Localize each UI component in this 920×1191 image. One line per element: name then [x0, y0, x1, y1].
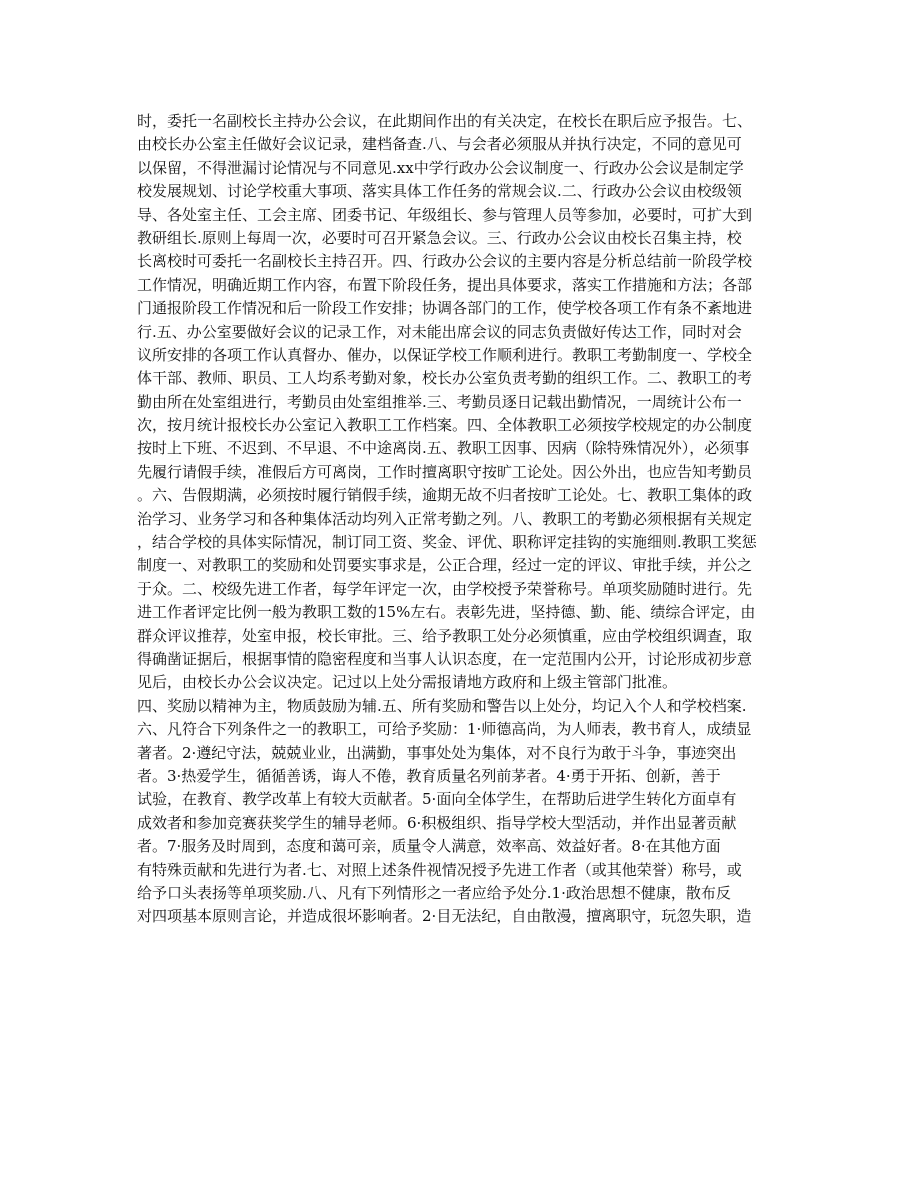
text-line: 见后，由校长办公会议决定。记过以上处分需报请地方政府和上级主管部门批准。 — [137, 673, 678, 692]
text-line: 著者。2·遵纪守法，兢兢业业，出满勤，事事处处为集体，对不良行为敢于斗争，事迹突出 — [137, 743, 737, 762]
text-line: 长离校时可委托一名副校长主持召开。四、行政办公会议的主要内容是分析总结前一阶段学校 — [137, 252, 753, 271]
text-line: 六、凡符合下列条件之一的教职工，可给予奖励：1·师德高尚，为人师表，教书育人，成绩显 — [137, 720, 752, 739]
text-line: 给予口头表扬等单项奖励.八、凡有下列情形之一者应给予处分.1·政治思想不健康，散布反 — [137, 883, 731, 902]
text-line: 试验，在教育、教学改革上有较大贡献者。5·面向全体学生，在帮助后进学生转化方面卓有 — [137, 790, 737, 809]
text-line: 治学习、业务学习和各种集体活动均列入正常考勤之列。八、教职工的考勤必须根据有关规定 — [137, 509, 753, 528]
text-line: ，结合学校的具体实际情况，制订同工资、奖金、评优、职称评定挂钩的实施细则.教职工奖惩 — [137, 533, 757, 552]
document-body — [137, 110, 797, 929]
text-line: 者。7·服务及时周到，态度和蔼可亲，质量令人满意，效率高、效益好者。8·在其他方面 — [137, 837, 721, 856]
text-line: 有特殊贡献和先进行为者.七、对照上述条件视情况授予先进工作者（或其他荣誉）称号，或 — [137, 860, 742, 879]
text-line: 校发展规划、讨论学校重大事项、落实具体工作任务的常规会议.二、行政办公会议由校级领 — [137, 182, 742, 201]
text-line: 四、奖励以精神为主，物质鼓励为辅.五、所有奖励和警告以上处分，均记入个人和学校档案. — [137, 696, 747, 715]
text-line: 教研组长.原则上每周一次，必要时可召开紧急会议。三、行政办公会议由校长召集主持，校 — [137, 228, 742, 247]
text-line: 时，委托一名副校长主持办公会议，在此期间作出的有关决定，在校长在职后应予报告。七、 — [137, 112, 753, 130]
text-line: 。六、告假期满，必须按时履行销假手续，逾期无故不归者按旷工论处。七、教职工集体的政 — [137, 486, 753, 505]
text-line: 对四项基本原则言论，并造成很坏影响者。2·目无法纪，自由散漫，擅离职守，玩忽失职，造 — [137, 907, 752, 926]
text-line: 工作情况，明确近期工作内容，布置下阶段任务，提出具体要求，落实工作措施和方法；各部 — [137, 275, 753, 294]
text-line: 先履行请假手续，准假后方可离岗，工作时擅离职守按旷工论处。因公外出，也应告知考勤员 — [137, 462, 753, 481]
text-line: 群众评议推荐，处室申报，校长审批。三、给予教职工处分必须慎重，应由学校组织调查，取 — [137, 626, 753, 645]
text-line: 得确凿证据后，根据事情的隐密程度和当事人认识态度，在一定范围内公开，讨论形成初步意 — [137, 649, 753, 668]
text-line: 行.五、办公室要做好会议的记录工作，对未能出席会议的同志负责做好传达工作，同时对会 — [137, 322, 742, 341]
text-line: 门通报阶段工作情况和后一阶段工作安排；协调各部门的工作，使学校各项工作有条不紊地进 — [137, 299, 753, 318]
text-line: 者。3·热爱学生，循循善诱，诲人不倦，教育质量名列前茅者。4·勇于开拓、创新，善于 — [137, 766, 721, 785]
text-line: 按时上下班、不迟到、不早退、不中途离岗.五、教职工因事、因病（除特殊情况外），必须事 — [137, 439, 750, 458]
text-line: 制度一、对教职工的奖励和处罚要实事求是，公正合理，经过一定的评议、审批手续，并公之 — [137, 556, 753, 575]
text-line: 次，按月统计报校长办公室记入教职工工作档案。四、全体教职工必须按学校规定的办公制度 — [137, 416, 753, 435]
text-line: 议所安排的各项工作认真督办、催办，以保证学校工作顺利进行。教职工考勤制度一、学校全 — [137, 345, 753, 364]
text-line: 勤由所在处室组进行，考勤员由处室组推举.三、考勤员逐日记载出勤情况，一周统计公布一 — [137, 392, 742, 411]
text-line: 导、各处室主任、工会主席、团委书记、年级组长、参与管理人员等参加，必要时，可扩大到 — [137, 205, 753, 224]
text-line: 以保留，不得泄漏讨论情况与不同意见.xx中学行政办公会议制度一、行政办公会议是制定学 — [137, 158, 744, 177]
text-line: 于众。二、校级先进工作者，每学年评定一次，由学校授予荣誉称号。单项奖励随时进行。先 — [137, 579, 753, 598]
text-line: 由校长办公室主任做好会议记录，建档备查.八、与会者必须服从并执行决定，不同的意见可 — [137, 135, 742, 154]
text-line: 体干部、教师、职员、工人均系考勤对象，校长办公室负责考勤的组织工作。二、教职工的考 — [137, 369, 753, 388]
text-line: 进工作者评定比例一般为教职工数的15%左右。表彰先进，坚持德、勤、能、绩综合评定，由 — [137, 603, 756, 622]
text-line: 成效者和参加竞赛获奖学生的辅导老师。6·积极组织、指导学校大型活动，并作出显著贡献 — [137, 813, 737, 832]
